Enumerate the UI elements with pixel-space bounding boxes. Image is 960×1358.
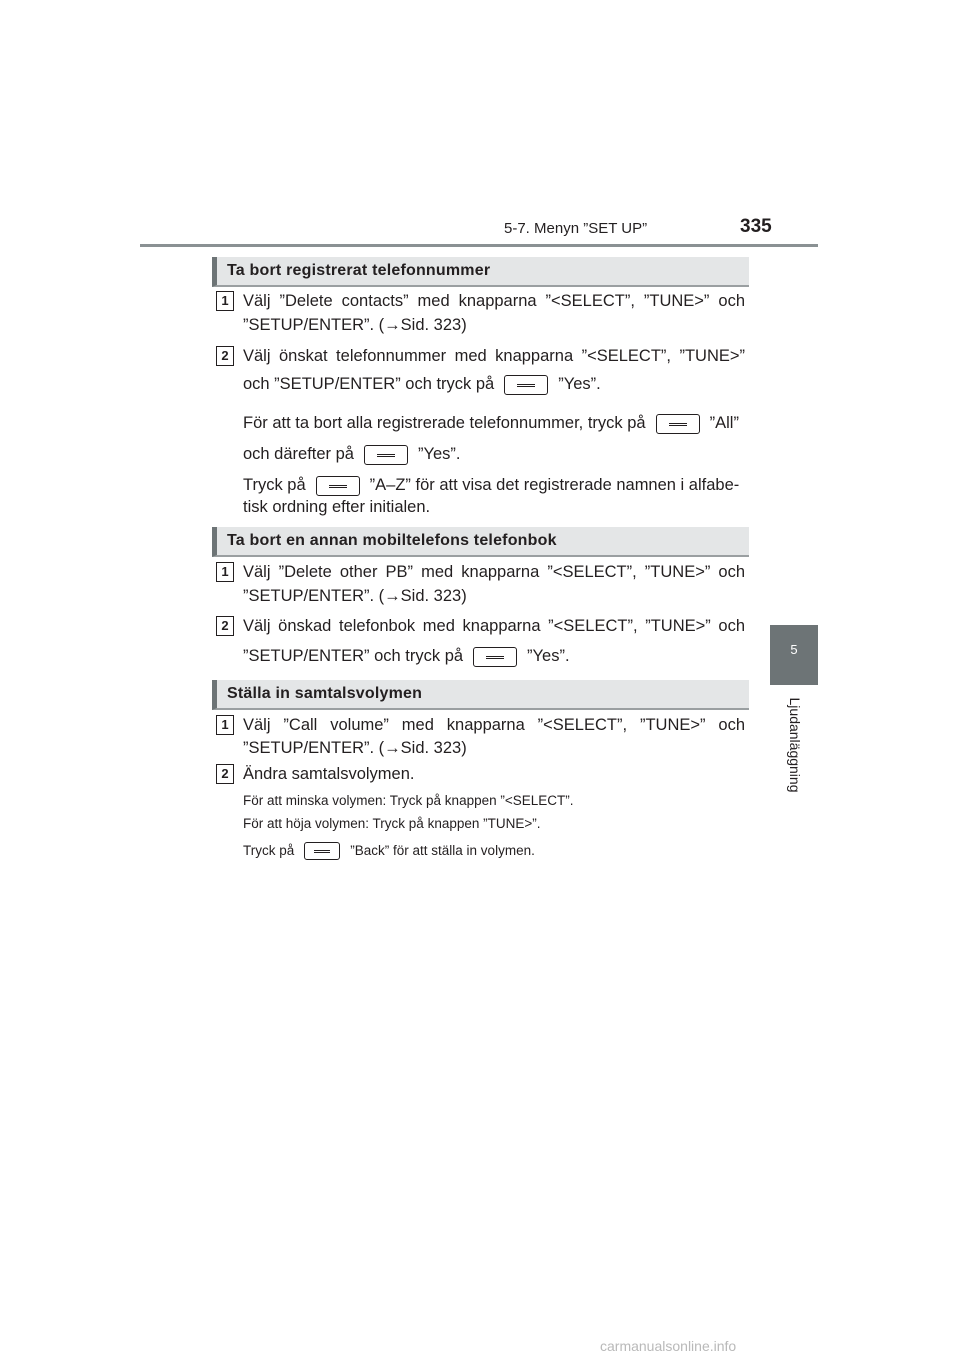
note-text: För att minska volymen: Tryck på knappen ”<SELECT”. <box>243 793 574 808</box>
step-number-badge: 1 <box>216 291 234 311</box>
step-number-badge: 2 <box>216 616 234 636</box>
note-text-with-button <box>243 444 461 465</box>
section-heading-delete-phonebook <box>212 527 749 557</box>
chapter-tab: 5 <box>770 625 818 685</box>
step-text: ”SETUP/ENTER”. (→Sid. 323) <box>243 739 467 757</box>
step-text: ”SETUP/ENTER”. (→Sid. 323) <box>243 587 467 605</box>
note-text: ”Yes”. <box>418 445 461 463</box>
step-text: Välj önskat telefonnummer med knapparna ”<SELECT”, ”TUNE>” <box>243 347 745 365</box>
note-text: För att höja volymen: Tryck på knappen ”TUNE>”. <box>243 816 541 831</box>
chapter-label <box>768 690 822 800</box>
step-text: Välj ”Delete other PB” med knapparna ”<SELECT”, ”TUNE>” och <box>243 563 745 581</box>
section-title: Ta bort en annan mobiltelefons telefonbok <box>227 532 557 549</box>
note-text: och därefter på <box>243 445 354 463</box>
step-number-badge: 1 <box>216 562 234 582</box>
header-rule <box>140 244 818 247</box>
step-text-with-button <box>243 646 570 667</box>
note-text: ”Back” för att ställa in volymen. <box>350 843 535 858</box>
section-heading-call-volume <box>212 680 749 710</box>
chapter-label-text: Ljudanläggning <box>787 697 803 793</box>
step-text: ”SETUP/ENTER”. (→Sid. 323) <box>243 316 467 334</box>
note-text: För att ta bort alla registrerade telefonnummer, tryck på <box>243 414 646 432</box>
section-title: Ta bort registrerat telefonnummer <box>227 262 491 279</box>
screen-button-icon <box>656 414 700 434</box>
step-text-with-button <box>243 374 601 395</box>
step-text: Ändra samtalsvolymen. <box>243 765 415 783</box>
step-number-badge: 2 <box>216 346 234 366</box>
section-title: Ställa in samtalsvolymen <box>227 685 423 702</box>
section-heading-delete-number <box>212 257 749 287</box>
screen-button-icon <box>304 842 340 860</box>
note-text-with-button <box>243 841 535 861</box>
screen-button-icon <box>316 476 360 496</box>
note-text: ”All” <box>709 414 739 432</box>
screen-button-icon <box>473 647 517 667</box>
screen-button-icon <box>364 445 408 465</box>
step-text: ”Yes”. <box>527 647 570 665</box>
step-text: Välj ”Delete contacts” med knapparna ”<SELECT”, ”TUNE>” och <box>243 292 745 310</box>
screen-button-icon <box>504 375 548 395</box>
note-text: Tryck på <box>243 843 295 858</box>
watermark: carmanualsonline.info <box>600 1338 737 1354</box>
step-text: Välj önskad telefonbok med knapparna ”<SELECT”, ”TUNE>” och <box>243 617 745 635</box>
step-number-badge: 2 <box>216 764 234 784</box>
step-number-badge: 1 <box>216 715 234 735</box>
note-text-with-button <box>243 475 739 496</box>
step-text: och ”SETUP/ENTER” och tryck på <box>243 375 495 393</box>
note-text: tisk ordning efter initialen. <box>243 498 431 516</box>
note-text-with-button <box>243 413 739 434</box>
note-text: ”A–Z” för att visa det registrerade namnen i alfabe- <box>369 476 740 494</box>
step-text: Välj ”Call volume” med knapparna ”<SELECT”, ”TUNE>” och <box>243 716 745 734</box>
note-text: Tryck på <box>243 476 306 494</box>
step-text: ”Yes”. <box>558 375 601 393</box>
step-text: ”SETUP/ENTER” och tryck på <box>243 647 464 665</box>
page-number: 335 <box>740 216 772 237</box>
running-header-section: 5-7. Menyn ”SET UP” <box>504 220 648 237</box>
